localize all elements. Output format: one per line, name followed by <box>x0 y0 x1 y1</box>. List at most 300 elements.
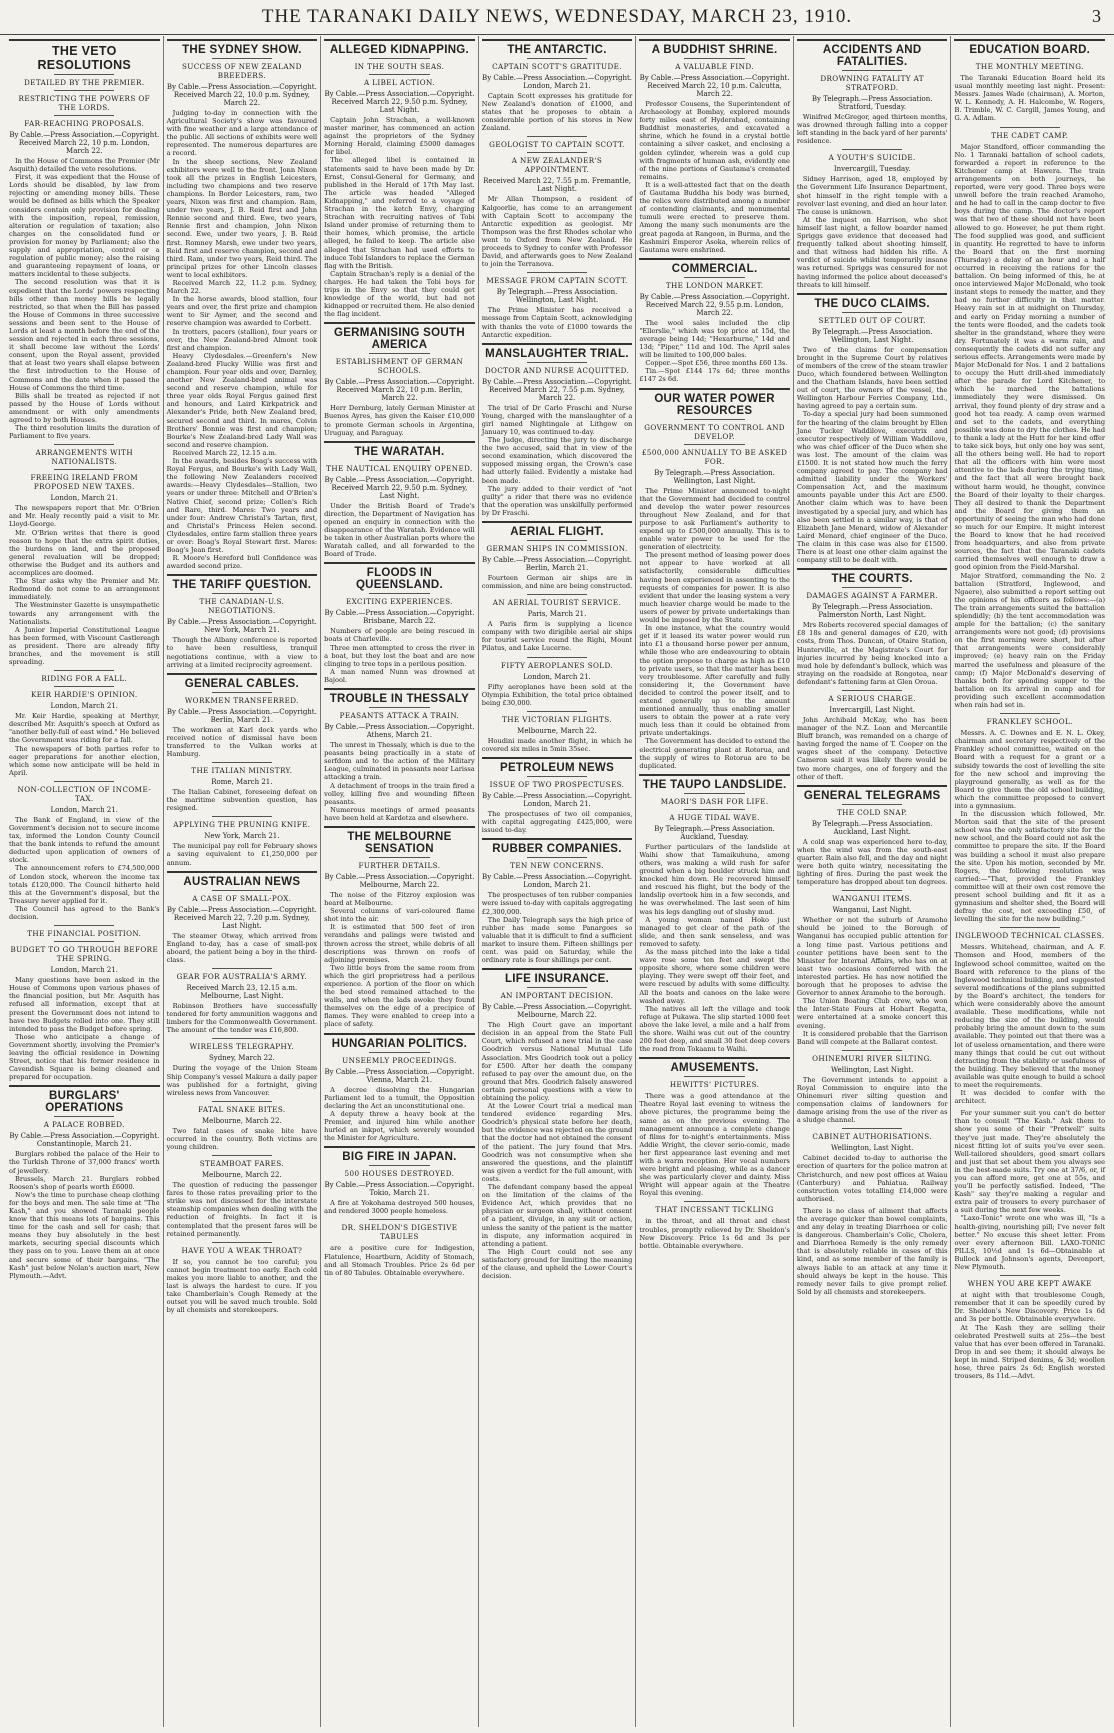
paragraph: In the sheep sections, New Zealand exhibitors were well to the front. Jonn Nixon took all the prizes in English Leicesters, including two champions and two reserve champions. In Border Leicesters, ram, two years, Nixon was first and champion. Ram, under two years, J. B. Reid first and John Rennie second and third. Ewe, two years, Rennie first and champion, John Nixon second. Ewe, under two years, J. B. Reid first. Romney Marsh, ewe under two years, Reid first and reserve champion, second and third. Ram, under two years, Reid third. The principal prizes for other Lincoln classes went to local exhibitors. <box>166 157 318 279</box>
divider <box>369 707 429 708</box>
article-subheading: DOCTOR AND NURSE ACQUITTED. <box>484 365 630 375</box>
article <box>482 39 633 132</box>
article-body <box>324 891 475 1029</box>
divider <box>212 58 272 59</box>
divider <box>684 419 744 420</box>
article <box>167 673 318 758</box>
article-headline: THE TARIFF QUESTION. <box>172 579 312 592</box>
article-headline: PETROLEUM NEWS <box>499 762 615 775</box>
dateline: Sydney, March 22. <box>208 1054 275 1063</box>
article-subheading: DR. SHELDON'S DIGESTIVE TABULES <box>341 1223 458 1242</box>
dateline: By Cable.—Press Association.—Copyright. Vienna, March 21. <box>324 1067 475 1084</box>
masthead-title: THE TARANAKI DAILY NEWS, WEDNESDAY, MARCH 23, 1910. <box>261 6 853 27</box>
paragraph: Under the British Board of Trade's direction, the Department of Navigation has opened an enquiry in connection with the disappearance of the Waratah. Evidence will be taken in other Australian ports where the Waratah called, and all forwarded to the Board of Trade. <box>324 501 475 559</box>
article-headline: LIFE INSURANCE. <box>504 973 610 986</box>
dateline: By Cable.—Press Association.—Copyright. Berlin, March 21. <box>482 556 632 572</box>
divider <box>684 277 744 278</box>
paragraph: For your summer suit you can't do better than to consult "The Kash." Ask them to show you some of their "Pretwell" suits they've just made. They're absolutely the nicest fitting lot of suits you've ever seen. Well-tailored shoulders, good smart collars and just that set about them you always see in the best-made suits. Try one at 37/6, or, if you can afford more, get one at 55s, and you'll be perfectly satisfied. Indeed, "The Kash" say they're making a regular and extra pair of trousers to every purchaser of a suit during the next few weeks. <box>954 1109 1106 1215</box>
paragraph: Numerous meetings of armed peasants have been held at Kardetza and elsewhere. <box>324 805 475 822</box>
divider <box>527 540 587 541</box>
article-subheading: FAR-REACHING PROPOSALS. <box>24 119 145 128</box>
article-body <box>797 838 948 887</box>
dateline: Melbourne, March 22. <box>202 1116 282 1125</box>
article-headline: THE SYDNEY SHOW. <box>182 44 302 56</box>
divider <box>54 925 114 926</box>
divider <box>212 762 272 763</box>
divider <box>1000 713 1060 714</box>
article-body <box>639 1092 790 1197</box>
paragraph: The third resolution limits the duration of Parliament to five years. <box>9 424 160 441</box>
paragraph: The Government has decided to extend the electrical generating plant at Rotorua, and the supply of wires to Rotorua are to be duplicated. <box>639 737 790 770</box>
article <box>167 968 318 1034</box>
article <box>167 762 318 812</box>
article-subheading: ARRANGEMENTS WITH NATIONALISTS. <box>35 448 134 467</box>
paragraph: It is considered probable that the Garrison Band will compete at the Ballarat contest. <box>796 1029 948 1046</box>
paragraph: It is a well-attested fact that on the death of Gautama Buddha his body was burned, the relics were distributed among a number of contending claimants, and monumental tumuli were erected to preserve them. Among the many such monuments are the great pagoda at Rangoon, in Burma, and the Kashmiri Emperor Asoka, wherein relics of Gautama were enshrined. <box>639 180 790 254</box>
article <box>167 1155 318 1238</box>
section-rule <box>954 39 1105 41</box>
article-subheading: A SERIOUS CHARGE. <box>828 693 916 703</box>
article-subheading: MAORI'S DASH FOR LIFE. <box>660 796 769 806</box>
divider <box>369 857 429 858</box>
dateline: Melbourne, March 22. <box>202 1171 282 1180</box>
paragraph: Messrs. A. C. Downes and E. N. L. Okey, chairman and secretary respectively of the Frankley school committee, waited on the Board with a request for a grant or a subsidy towards the cost of levelling the site for the new school and improving the playground generally, as well as for the Board to give them the old school building, which the committee proposed to convert into a gymnasium. <box>954 729 1106 810</box>
article <box>9 925 160 1081</box>
article-subheading: ISSUE OF TWO PROSPECTUSES. <box>489 780 625 790</box>
section-rule <box>324 562 475 564</box>
article-body <box>324 502 475 559</box>
paragraph: Robinson Brothers have successfully tendered for forty ammunition waggons and limbers for the Commonwealth Government. The amount of the tender was £16,800. <box>166 1002 318 1035</box>
dateline: By Telegraph.—Press Association. Palmerston North, Last Night. <box>811 603 933 620</box>
masthead <box>0 0 1114 35</box>
paragraph: Several columns of vari-coloured flame shot into the air. <box>324 907 475 924</box>
article-body <box>954 943 1105 1105</box>
paragraph: The present method of leasing power does not appear to have worked at all satisfactorily, considerable difficulties having been experienced in assenting to the requests of companies for power. It is also evident that under the leasing system a very much heavier charge would be made to the users of power by private undertakings than would be imposed by the State. <box>639 551 790 625</box>
paragraph: Received March 22, 12.15 a.m. <box>172 448 277 457</box>
paragraph: Major Standford, officer commanding the No. 1 Taranaki battalion of school cadets, forwarded a report in reference to the Kitchener camp at Hawera. The train arrangements on both journeys, he reported, were very good. Three boys were unwell before the train reached Aramoho, and he had to call in the camp doctor to five boys during the camp. The doctor's report was that two of these should not have been allowed to go. However, he put them right. The food supplied was good, and sufficient in quantity. He regretted to have to inform the Board that on the first morning (Thursday) a delay of an hour and a half occurred in receiving the rations for the battalion. On being informed of this, he at once interviewed Major McDonald, who took instant steps to remedy the matter, and they had no further difficulty in that matter. Heavy rain set in at midnight on Thursday, and early on Friday morning a number of the tents were flooded, and the cadets took shelter in the grandstand, where they were dry. Fortunately it was a warm rain, and consequently the cadets did not suffer any serious effects. Arrangements were made by Major McDonald for Nos. 1 and 2 battalions to occupy the Hutt drill-shed immediately after the parade for Lord Kitchener, to which he marched the battalions immediately they were dismissed. On arrival, they found plenty of dry straw and a good hot tea ready. A camp oven warmed and set to the cadets, and everything possible was done to dry the clothes. He had to thank a lady at the Hutt for her kind offer to take sick boys, but only one boy was sent, all the others being well. He had to report that all the officers with him were most attentive to the lads during the trying time, and the fact that all were brought back without harm would, he thought, convince the Board of their loyalty to their charges. They all desired to thank the Department and the Board for giving them an opportunity of seeing the man who had done so much for our Empire. It might interest the Board to know that he had received from headquarters, and also from private sources, the fact that the Taranaki cadets carried themselves well enough to draw a good opinion from the Field-Marshal. <box>954 142 1106 572</box>
paragraph: The workmen at Karl dock yards who received notice of dismissal have been transferred to the Vulkan works at Hamburg. <box>166 725 318 758</box>
paragraph: A deputy threw a heavy book at the Premier, and injured him while another hurled an inkpot, which severely wounded the Minister for Agriculture. <box>324 1109 475 1143</box>
article <box>167 816 318 866</box>
dateline: By Telegraph.—Press Association. Auckland, Tuesday. <box>654 824 775 841</box>
section-rule <box>482 39 633 41</box>
section-rule <box>324 322 475 324</box>
divider <box>212 968 272 969</box>
paragraph: The Union Boating Club crew, who won the Inter-State Fours at Hobart Regatta, were entertained at a smoke concert this evening. <box>796 997 948 1030</box>
article <box>324 441 475 559</box>
article-body <box>167 726 318 758</box>
paragraph: A young woman named Hoko just managed to get clear of the path of the slide, and then sank senseless, and was removed to safety. <box>639 915 790 948</box>
article-subheading: THE COLD SNAP. <box>836 807 908 817</box>
article-body <box>167 636 318 668</box>
divider <box>54 444 114 445</box>
dateline: London, March 21. <box>50 966 119 975</box>
paragraph: Burglars robbed the palace of the Heir to the Turkish Throne of 37,000 francs' worth of jewellery. <box>9 1150 160 1175</box>
paragraph: A detachment of troops in the train fired a volley, killing five and wounding fifteen peasants. <box>324 781 475 806</box>
article <box>9 39 160 440</box>
paragraph: The Prime Minister has received a message from Captain Scott, acknowledging with thanks the vote of £1000 towards the Antarctic expedition. <box>481 306 633 339</box>
divider <box>684 1201 744 1202</box>
article-headline: TROUBLE IN THESSALY <box>329 693 470 706</box>
article <box>797 568 948 686</box>
paragraph: A fire at Yokohama destroyed 500 houses, and rendered 3000 people homeless. <box>324 1199 475 1216</box>
paragraph: It was decided to confer with the architect. <box>954 1089 1106 1106</box>
article-subheading: HEWITTS' PICTURES. <box>669 1080 760 1090</box>
article-body <box>482 306 633 338</box>
article <box>639 388 790 770</box>
article-body <box>9 1150 160 1280</box>
article <box>324 1033 475 1143</box>
paragraph: are a positive cure for Indigestion, Flatulence, Heartburn, Acidity of Stomach, and all Stomach Troubles. Price 2s 6d per tin of 80 Tabules. Obtainable everywhere. <box>324 1244 475 1277</box>
article-body <box>954 74 1105 123</box>
dateline: By Cable.—Press Association.—Copyright. Constantinople, March 21. <box>9 1132 160 1149</box>
section-rule <box>9 39 160 41</box>
paragraph: A Junior Imperial Constitutional League has been formed, with Viscount Castlereagh as president. There are already fifty branches, and the movement is still spreading. <box>9 625 160 667</box>
dateline: By Telegraph.—Press Association. Wellington, Last Night. <box>654 468 775 485</box>
article-body <box>797 621 948 686</box>
section-rule <box>797 568 948 570</box>
divider <box>212 1101 272 1102</box>
article-subheading: A NEW ZEALANDER'S APPOINTMENT. <box>511 156 603 175</box>
paragraph: The prospectuses of two oil companies, with capital aggregating £425,000, were issued to-day. <box>481 810 633 835</box>
paragraph: As the mass pitched into the lake a tidal wave rose some ten feet and swept the opposite shore, where some children were playing. They were swept off their feet, and were rescued by adults with some difficulty. All the boats and canoes on the lake were washed away. <box>639 948 790 1005</box>
article-subheading: GERMAN SHIPS IN COMMISSION. <box>486 544 628 553</box>
article-subheading: A HUGE TIDAL WAVE. <box>669 812 760 822</box>
divider <box>527 272 587 273</box>
dateline: By Cable.—Press Association.—Copyright. London, March 21. <box>482 792 632 809</box>
divider <box>527 776 587 777</box>
article-subheading: UNSEEMLY PROCEEDINGS. <box>342 1055 457 1065</box>
article-body <box>482 404 633 517</box>
section-rule <box>324 826 475 828</box>
paragraph: The Westminster Gazette is unsympathetic towards any arrangement with the Nationalists. <box>9 601 160 626</box>
article <box>639 1201 790 1249</box>
article-headline: BURGLARS' OPERATIONS <box>45 1090 124 1115</box>
divider <box>527 594 587 595</box>
dateline: By Cable.—Press Association.—Copyright. Melbourne, March 22. <box>482 1003 632 1020</box>
paragraph: "Laxo-Tonic" wrote one who was ill, "Is a health-giving, nourishing pill; I've never felt better." No excuse this sheet letter. From over every afternoon Bill. LAXO-TONIC PILLS, 10½d and 1s 6d—Obtainable at Bullock and Johnson's agents, Devonport, New Plymouth. <box>954 1214 1106 1272</box>
article-body <box>482 810 633 834</box>
article-subheading: £500,000 ANNUALLY TO BE ASKED FOR. <box>641 447 788 466</box>
article-body <box>954 1291 1105 1380</box>
article-headline: THE DUCO CLAIMS. <box>814 297 930 310</box>
article-body <box>324 404 475 436</box>
dateline: By Cable.—Press Association.—Copyright. Berlin, March 21. <box>166 707 317 724</box>
article <box>954 927 1105 1105</box>
paragraph: During the voyage of the Union Steam Ship Company's vessel Makura a daily paper was published for a fortnight, giving wireless news from Vancouver. <box>166 1064 318 1097</box>
article <box>797 1050 948 1125</box>
paragraph: Bills shall be treated as rejected if not passed by the House of Lords without amendment or with only amendments agreed to by both Houses. <box>9 391 160 424</box>
page-number: 3 <box>1092 6 1102 26</box>
article-headline: EDUCATION BOARD. <box>969 44 1091 56</box>
article-headline: THE MELBOURNE SENSATION <box>347 830 452 855</box>
article <box>639 39 790 254</box>
article-subheading: KEIR HARDIE'S OPINION. <box>31 690 138 700</box>
article <box>797 1128 948 1203</box>
dateline: By Cable.—Press Association.—Copyright. Received March 22, 9.55 p.m. London, March 22. <box>639 292 790 317</box>
paragraph: Captain Strachan's reply is a denial of the charges. He had taken the Tobi boys for trips in the Envy so that they could get knowledge of the world, but had not kidnapped or recruited them. He also denied the flag incident. <box>324 269 475 319</box>
article-body <box>639 487 790 770</box>
divider <box>54 670 114 671</box>
dateline: Invercargill, Last Night. <box>829 705 915 714</box>
divider <box>1000 1275 1060 1276</box>
paragraph: The Judge, directing the jury to discharge the two accused, said that in view of the second examination, which discovered the supposed missing organ, the Crown's case had utterly failed. Evidently a mistake had been made. <box>481 436 633 485</box>
article-subheading: THE MONTHLY MEETING. <box>975 62 1084 71</box>
dateline: Wellington, Last Night. <box>831 1144 914 1153</box>
article-subheading: FRANKLEY SCHOOL. <box>986 717 1073 727</box>
paragraph: The question of reducing the passenger fares to those rates prevailing prior to the strike was not discussed for the interstate steamship companies when dealing with the reduction of freights. In fact it is contemplated that the present fares will be retained permanently. <box>166 1181 318 1238</box>
article-body <box>482 620 633 652</box>
article-subheading: THE ITALIAN MINISTRY. <box>191 766 293 776</box>
article-body <box>324 627 475 684</box>
article <box>167 871 318 964</box>
article <box>324 39 475 318</box>
divider <box>212 593 272 594</box>
paragraph: The newspapers report that Mr. O'Brien and Mr. Healy recently paid a visit to Mr. Lloyd-George. <box>9 504 160 529</box>
section-rule <box>167 39 318 41</box>
article <box>954 39 1105 123</box>
article-body <box>482 92 633 132</box>
divider <box>684 793 744 794</box>
paragraph: The jury added to their verdict of "not guilty" a rider that there was no evidence that the operation was unskilfully performed by Dr Fraschi. <box>481 484 633 517</box>
article-body <box>324 1199 475 1215</box>
article-headline: RUBBER COMPANIES. <box>492 843 622 856</box>
divider <box>527 136 587 137</box>
article <box>9 1085 160 1280</box>
article-headline: AUSTRALIAN NEWS <box>183 875 301 888</box>
paragraph: Houdini made another flight, in which he covered six miles in 5min 35sec. <box>481 736 633 753</box>
section-rule <box>639 774 790 776</box>
article-headline: GENERAL TELEGRAMS <box>803 789 941 802</box>
article <box>954 1109 1105 1271</box>
paragraph: The Council has agreed to the Bank's decision. <box>9 904 160 922</box>
article <box>324 322 475 436</box>
paragraph: The steamer Otway, which arrived from England to-day, has a case of small-pox aboard, the patient being a boy in the third-class. <box>166 931 318 964</box>
article <box>797 293 948 565</box>
article <box>167 1242 318 1315</box>
divider <box>684 1076 744 1077</box>
divider <box>527 857 587 858</box>
article <box>167 39 318 570</box>
article-subheading: NON-COLLECTION OF INCOME-TAX. <box>17 784 152 803</box>
article <box>639 258 790 384</box>
dateline: By Cable.—Press Association.—Copyright. Received March 22, 10 p.m. Calcutta, March 22. <box>639 74 790 98</box>
article-subheading: GOVERNMENT TO CONTROL AND DEVELOP. <box>644 422 785 441</box>
article-body <box>797 346 948 565</box>
article-headline: A BUDDHIST SHRINE. <box>651 44 778 56</box>
dateline: By Cable.—Press Association.—Copyright. Athens, March 21. <box>324 723 475 740</box>
article-headline: AERIAL FLIGHT. <box>510 526 604 538</box>
section-rule <box>324 1146 475 1148</box>
divider <box>212 1242 272 1243</box>
article-body <box>639 100 790 254</box>
paragraph: The Bank of England, in view of the Government's decision not to secure income tax, informed the London County Council that the bank intends to refund the amount deducted upon application of owners of stock. <box>9 815 160 865</box>
article-subheading: THE VICTORIAN FLIGHTS. <box>502 714 613 724</box>
section-rule <box>797 293 948 295</box>
article-headline: MANSLAUGHTER TRIAL. <box>485 347 629 360</box>
article-subheading: AN AERIAL TOURIST SERVICE. <box>492 598 622 608</box>
paragraph: Received March 22, 11.2 p.m. Sydney, March 22. <box>166 278 318 296</box>
article <box>797 149 948 288</box>
article-body <box>797 113 948 145</box>
article-subheading: AN IMPORTANT DECISION. <box>500 991 614 1001</box>
article <box>797 785 948 887</box>
article-body <box>482 1021 633 1280</box>
article-body <box>797 1076 948 1125</box>
dateline: London, March 21. <box>50 805 119 814</box>
divider <box>842 1050 902 1051</box>
paragraph: In one instance, what the country would get if it leased its water power would run into £1 a thousand horse power per annum, while those who are endeavouring to obtain the option propose to charge as high as £10 to private users, so that the matter has been very troublesome. After carefully and fully considering it, the Government have decided to control the power itself, and to extend generally up to the amount mentioned annually, thus enabling smaller users to obtain the power at a rate very much less than it could be obtained from private undertakings. <box>639 624 790 738</box>
article-body <box>9 157 160 440</box>
paragraph: The natives all left the village and took refuge at Pukawa. The slip started 1000 feet above the lake level, a mile and a half from the shore. Waihi was cut out of the country 200 feet deep, and small 30 feet deep covers the road from Tokaanu to Waihi. <box>639 1004 790 1054</box>
paragraph: In the discussion which followed, Mr. Morton said that the site of the present school was the only satisfactory site for the new school, and the Board could not ask the committee to prepare the site. If the Board was building a school it must also prepare the site. Upon his motion, seconded by Mr. Rogers, the following resolution was carried:—"That, provided the Frankley committee will at their own cost remove the present school building and fit it as a gymnasium and shelter shed, the Board will defray the cost, not exceeding £50, of levelling the site for the new building." <box>954 810 1106 924</box>
article-subheading: WANGANUI ITEMS. <box>832 894 913 904</box>
article <box>797 690 948 781</box>
section-rule <box>797 785 948 787</box>
article-subheading: DAMAGES AGAINST A FARMER. <box>806 591 939 601</box>
paragraph: A Paris firm is supplying a licence company with two dirigible aerial air ships for tourist service round the Righi, Mount Pilatus, and Lake Lucerne. <box>481 620 633 653</box>
column-5 <box>636 36 794 1727</box>
article <box>639 774 790 1053</box>
article-subheading: THE NAUTICAL ENQUIRY OPENED. <box>326 463 473 473</box>
divider <box>842 690 902 691</box>
divider <box>1000 927 1060 928</box>
paragraph: The Daily Telegraph says the high price of rubber has made some Panargoes so valuable that it is difficult to find a sufficient market to insure them. Fifteen shillings per cent. was paid on Saturday, while the ordinary rate is four shillings per cent. <box>481 915 633 965</box>
article-headline: OUR WATER POWER RESOURCES <box>654 392 775 417</box>
paragraph: The Star asks why the Premier and Mr. Redmond do not come to an arrangement immediately. <box>9 577 160 602</box>
divider <box>369 74 429 75</box>
article-subheading: THE CADET CAMP. <box>991 130 1069 140</box>
paragraph: Mr Allan Thompson, a resident of Kalgoorlie, has come to an arrangement with Captain Scott to accompany the Antarctic expedition as geologist. Mr Thompson was the first Rhodes scholar who went to Oxford from New Zealand. He proceeds to Sydney to confer with Professor David, and afterwards goes to New Zealand to join the Terranova. <box>481 195 633 269</box>
article <box>482 968 633 1280</box>
paragraph: Whether or not the suburb of Aramoho should be joined to the Borough of Wanganui has occupied public attention for a long time past. Various petitions and counter petitions have been sent to the Minister for Internal Affairs, who has on at least two occasions conferred with the interested parties. He has now notified the borough that he proposes to advise the Governor to annex Aramoho to the borough. <box>796 916 948 998</box>
article-subheading: PEASANTS ATTACK A TRAIN. <box>339 711 460 721</box>
article-headline: THE ANTARCTIC. <box>507 44 607 56</box>
article-headline: THE VETO RESOLUTIONS <box>37 44 132 72</box>
article-body <box>167 1002 318 1034</box>
section-rule <box>167 574 318 576</box>
paragraph: To-day a special jury had been summoned for the hearing of the claim brought by Ellen Jane Tucker Waddilove, executrix and executor respectively of William Waddilove, who was chief officer of the Duco when she was lost. The amount of the claim was £1500. It is not stated how much the ferry company agreed to pay. The company had admitted liability under the Workers' Compensation Act, and the maximum amounts payable under this Act are £500. Another claim which was to have been investigated by a special jury, and which has also been settled in a similar way, is that of Elizabeth Jane Menard, widow of Alexander Laird Menard, chief engineer of the Duco. The claim in this case was also for £1500. There is at least one other claim against the company still to be dealt with. <box>796 410 948 565</box>
article-headline: GERMANISING SOUTH AMERICA <box>333 327 465 352</box>
section-rule <box>9 1085 160 1087</box>
article-subheading: EXCITING EXPERIENCES. <box>346 597 453 607</box>
section-rule <box>639 39 790 41</box>
article-body <box>324 116 475 318</box>
paragraph: Fifty aeroplanes have been sold at the Olympia Exhibition, the total price obtained being £30,000. <box>481 682 633 707</box>
article-body <box>954 143 1105 710</box>
paragraph: In trotters, pacers (stallion), four years or over, the New Zealand-bred Almont took first and champion. <box>166 327 318 352</box>
paragraph: First, it was expedient that the House of Lords should be disabled, by law from rejecting or amending money bills. These would be defined as bills which the Speaker considers contain only provision for dealing with the imposition, repeal, remission, alteration or regulation of taxation; also charges on the consolidated fund or provision for money by Parliament; also the supply and appropriation, control or a regulation of public money; also the raising and guaranteeing repayment of loans, or matters incidental to these subjects. <box>9 173 160 279</box>
article-body <box>9 976 160 1081</box>
article-subheading: THE CANADIAN-U.S. NEGOTIATIONS. <box>199 597 285 616</box>
article-subheading: BUDGET TO GO THROUGH BEFORE THE SPRING. <box>10 945 159 964</box>
article <box>482 343 633 517</box>
dateline: By Cable.—Press Association.—Copyright. Received March 22, 10 p.m. London, March 22. <box>9 131 160 155</box>
article-headline: AMUSEMENTS. <box>670 1062 759 1075</box>
divider <box>684 444 744 445</box>
article-body <box>954 1109 1105 1271</box>
section-rule <box>482 343 633 345</box>
paragraph: A cold snap was experienced here to-day, when the wind was from the south-east quarter. Rain also fell, and the day and night were both quite wintry, necessitating the lighting of fires. During the past week the temperature has dropped about ten degrees. <box>796 837 948 887</box>
divider <box>1000 127 1060 128</box>
article-subheading: A CASE OF SMALL-POX. <box>192 893 292 903</box>
article-headline: ALLEGED KIDNAPPING. <box>329 44 470 56</box>
article-subheading: GEOLOGIST TO CAPTAIN SCOTT. <box>489 140 625 150</box>
article <box>9 444 160 666</box>
article-body <box>324 741 475 822</box>
divider <box>369 460 429 461</box>
section-rule <box>482 968 633 970</box>
article-subheading: FREEING IRELAND FROM PROPOSED NEW TAXES. <box>30 473 139 492</box>
paragraph: Tin.—Spot £144 17s 6d; three months £147 2s 6d. <box>639 367 790 384</box>
divider <box>54 115 114 116</box>
article-body <box>167 109 318 570</box>
article-subheading: ESTABLISHMENT OF GERMAN SCHOOLS. <box>335 357 464 376</box>
paragraph: Judging to-day in connection with the Agricultural Society's show was favoured with fine weather and a large attendance of the public. All sections of exhibits were well represented. The numerous departures are a record. <box>166 109 318 158</box>
section-rule <box>797 39 948 41</box>
article-subheading: CAPTAIN SCOTT'S GRATITUDE. <box>492 62 622 71</box>
article-body <box>797 1154 948 1203</box>
article <box>167 574 318 668</box>
dateline: London, March 21. <box>50 702 119 711</box>
article <box>482 136 633 268</box>
article-body <box>167 1064 318 1096</box>
article <box>324 1146 475 1215</box>
paragraph: The defendant company based the appeal on the limitation of the claims of the Evidence Act, which provides that no physician or surgeon shall, without consent of a patient, divulge, in any suit or action, unless the sanity of the patient is the matter in dispute, any information acquired in attending a patient. <box>481 1183 633 1248</box>
column-6 <box>794 36 952 1727</box>
dateline: London, March 21. <box>50 494 119 503</box>
article-headline: ACCIDENTS AND FATALITIES. <box>822 44 922 68</box>
paragraph: Many questions have been asked in the House of Commons upon various phases of the financial position, but Mr. Asquith has refused all information, except that at present the Government does not intend to have two Budgets rolled into one. They still intended to pass the Budget before spring. <box>9 976 160 1033</box>
dateline: By Cable.—Press Association.—Copyright. Received March 22, 10.0 p.m. Sydney, March 22. <box>166 83 317 107</box>
article <box>9 781 160 921</box>
paragraph: The second resolution was that it is expedient that the Lords' powers respecting bills other than money bills be legally restricted, so that when the Bill has passed the House of Commons in three successive sessions and been sent to the House of Lords at least a month before the end of the session and rejected in each three sessions, it shall become law without the Lords' consent, upon the Royal assent, provided that at least two years shall elapse between the first introduction to the House of Commons and the date when it passed the House of Commons the third time. <box>9 278 160 392</box>
dateline: Rome, March 21. <box>211 778 273 787</box>
article-body <box>167 842 318 866</box>
article-body <box>639 843 790 1053</box>
article-body <box>167 1181 318 1238</box>
paragraph: Fourteen German air ships are in commission, and nine are being constructed. <box>481 574 633 591</box>
dateline: By Cable.—Press Association.—Copyright. Received March 22, 10 p.m. Berlin, March 22. <box>324 378 475 403</box>
divider <box>842 149 902 150</box>
divider <box>842 312 902 313</box>
dateline: London, March 21. <box>523 672 591 681</box>
article-subheading: THE LONDON MARKET. <box>665 280 764 290</box>
dateline: By Cable.—Press Association.—Copyright. Received March 22, 9.50 p.m. Sydney, Last Night. <box>324 90 475 114</box>
article-body <box>167 1127 318 1151</box>
divider <box>54 90 114 91</box>
paragraph: Major Stratford, commanding the No. 2 battalion (Stratford, Inglewood, and Ngaere), also submitted a report setting out the opinions of his officers as follows:—(a) The train arrangements suited the battalion splendidly; (b) the tent accommodation was ample for the battalion; (c) the sanitary arrangements were not good; (d) provisions on the first morning were short, but after that arrangements were considerably improved; (e) heavy rain on the Friday marred the usefulness and pleasure of the camp; (f) Major McDonald's deserving of thanks both for spending supper to the battalion on its arrival in camp and for providing such excellent accommodation when rain had set in. <box>954 571 1106 710</box>
paragraph: The municipal pay roll for February shows a saving equivalent to £1,250,000 per annum. <box>166 842 318 867</box>
paragraph: It is estimated that 500 feet of iron verandahs and palings were twisted and thrown across the street, while debris of all descriptions was thrown on roofs of adjoining premises. <box>324 923 475 964</box>
divider <box>527 152 587 153</box>
paragraph: Professor Cousens, the Superintendent of Archaeology at Bombay, explored mounds forty miles east of Hyderabad, containing Buddhist monasteries, and excavated a shrine, which he found in a crystal bottle containing a silver casket, and enclosing a golden cylinder, wherein was a gold cup with fragments of human ash, evidently one of the nine portions of Gautama's cremated remains. <box>639 100 790 181</box>
dateline: Received March 23, 12.15 a.m. Melbourne, Last Night. <box>186 984 298 1001</box>
article-headline: BIG FIRE IN JAPAN. <box>342 1151 457 1164</box>
section-rule <box>324 688 475 690</box>
article <box>482 657 633 707</box>
paragraph: Though the Albany conference is reported to have been resultless, tranquil negotiations continue, with a view to arriving at a limited reciprocity agreement. <box>166 636 318 669</box>
paragraph: Two little boys from the same room from which the girl proprietress had a perilous experience. A portion of the floor on which the bed stood remained attached to the walls, and when the lads awoke they found themselves on the edge of a precipice of flames. They were enabled to creep into a place of safety. <box>324 963 475 1029</box>
article <box>9 670 160 777</box>
section-rule <box>324 1033 475 1035</box>
article-headline: HUNGARIAN POLITICS. <box>331 1037 468 1050</box>
dateline: Paris, March 21. <box>527 610 587 619</box>
divider <box>527 987 587 988</box>
article-subheading: RESTRICTING THE POWERS OF THE LORDS. <box>18 94 151 112</box>
article-headline: THE WARATAH. <box>354 445 445 458</box>
article-body <box>797 716 948 781</box>
